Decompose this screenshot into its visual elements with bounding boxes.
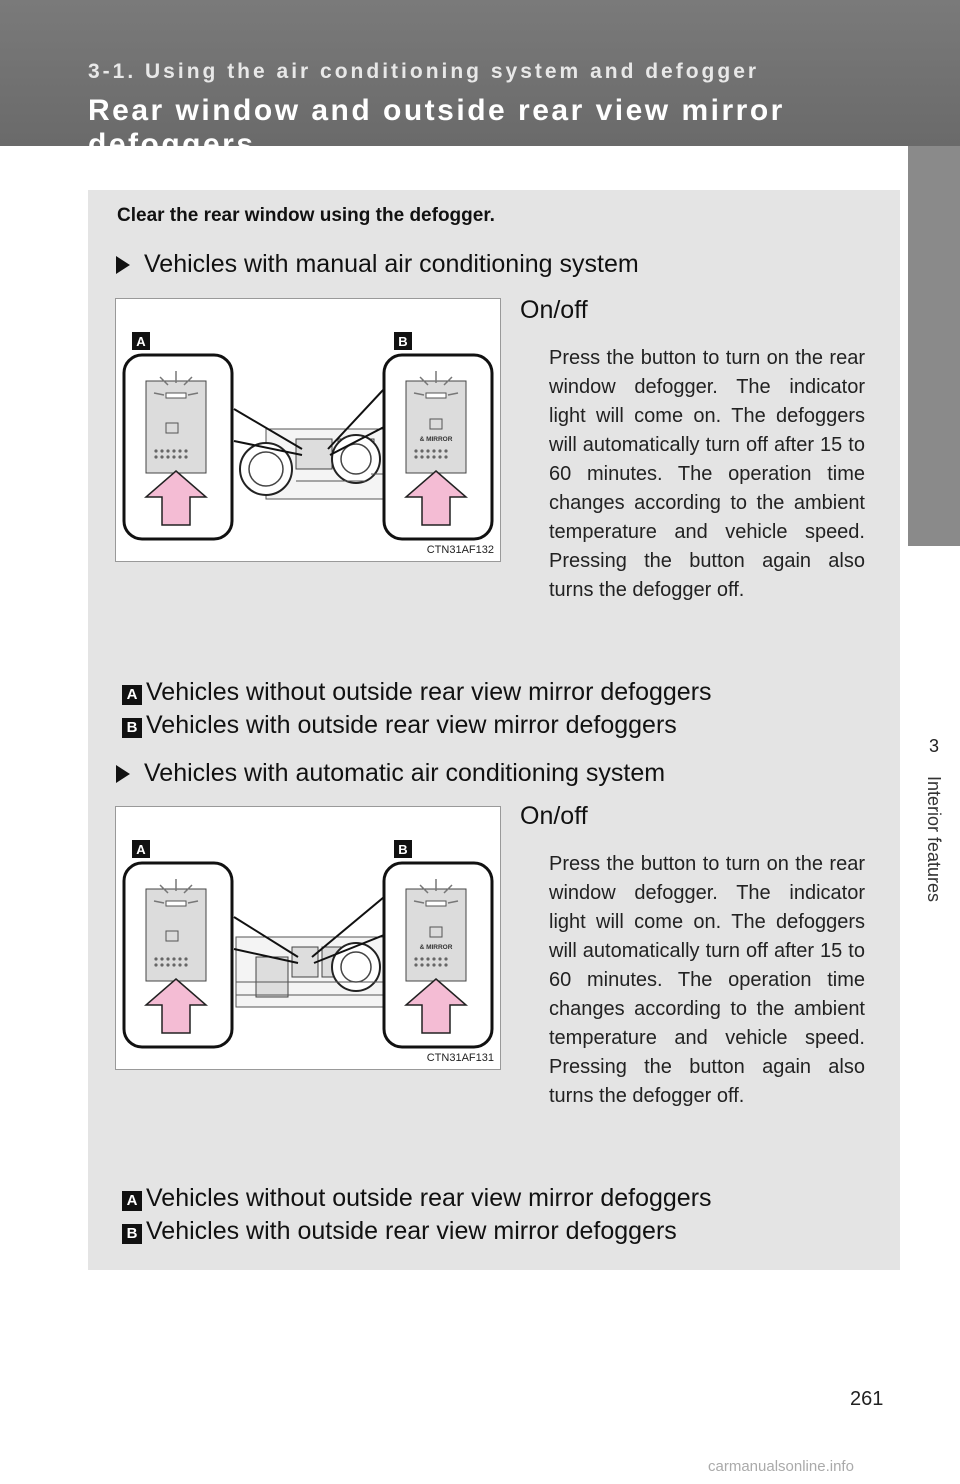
automatic-ac-heading: Vehicles with automatic air conditioning system: [116, 759, 665, 788]
legend-b: B Vehicles with outside rear view mirror defoggers: [122, 711, 677, 740]
legend-a: A Vehicles without outside rear view mirror defoggers: [122, 678, 712, 707]
page-title: Rear window and outside rear view mirror defoggers: [88, 94, 785, 161]
chapter-side-tab: [908, 146, 960, 1484]
legend-b: B Vehicles with outside rear view mirror defoggers: [122, 1217, 677, 1246]
callout-a-label: A: [136, 842, 146, 857]
legend-a-marker: A: [122, 1191, 142, 1211]
automatic-ac-figure: [115, 806, 501, 1070]
mirror-label: & MIRROR: [419, 944, 453, 951]
defogger-illustration: [116, 299, 500, 561]
legend-a-marker: A: [122, 685, 142, 705]
callout-a-label: A: [136, 334, 146, 349]
legend-b-marker: B: [122, 1224, 142, 1244]
onoff-description: Press the button to turn on the rear window defogger. The indicator light will come on. The defoggers will automatically turn off after 15 to 60 minutes. The operation time changes according to the ambient temperature and vehicle speed. Pressing the button again also turns the defogger off.: [549, 347, 865, 601]
chapter-number: 3: [928, 736, 939, 756]
triangle-bullet-icon: [116, 256, 130, 274]
callout-b-label: B: [398, 842, 408, 857]
legend-b-marker: B: [122, 718, 142, 738]
callout-b-label: B: [398, 334, 408, 349]
page-header: [0, 0, 960, 161]
watermark-text: carmanualsonline.info: [708, 1458, 854, 1475]
figure-code: CTN31AF132: [426, 544, 494, 556]
figure-code: CTN31AF131: [426, 1052, 494, 1064]
defogger-illustration: [116, 807, 500, 1069]
manual-ac-figure: [115, 298, 501, 562]
intro-text: Clear the rear window using the defogger.: [117, 205, 495, 226]
chapter-label: Interior features: [924, 776, 944, 903]
onoff-label: On/off: [520, 296, 588, 324]
manual-ac-heading: Vehicles with manual air conditioning system: [116, 250, 639, 279]
legend-a: A Vehicles without outside rear view mirror defoggers: [122, 1184, 712, 1213]
onoff-label: On/off: [520, 802, 588, 830]
section-heading: 3-1. Using the air conditioning system and defogger: [88, 60, 760, 83]
page-number: 261: [850, 1388, 884, 1410]
onoff-description: Press the button to turn on the rear window defogger. The indicator light will come on. The defoggers will automatically turn off after 15 to 60 minutes. The operation time changes according to the ambient temperature and vehicle speed. Pressing the button again also turns the defogger off.: [549, 853, 865, 1107]
triangle-bullet-icon: [116, 765, 130, 783]
mirror-label: & MIRROR: [419, 436, 453, 443]
